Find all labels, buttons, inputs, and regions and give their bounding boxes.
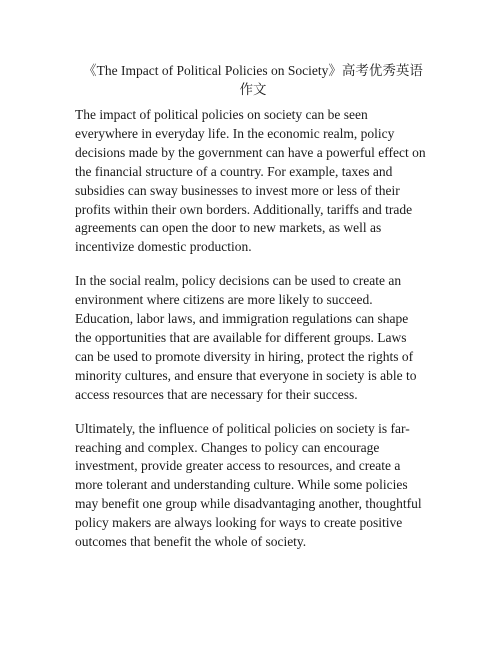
- paragraph-conclusion: Ultimately, the influence of political policies on society is far-reaching and complex. Changes to policy can encourage investment, provide greater access to resources, and create a more tolerant and understanding culture. While some policies may benefit one group while disadvantaging another, thoughtful policy makers are always looking for ways to create positive outcomes that benefit the whole of society.: [75, 420, 422, 550]
- document-body: [75, 106, 427, 567]
- paragraph-social: In the social realm, policy decisions can be used to create an environment where citizens are more likely to succeed. Education, labor laws, and immigration regulations can shape the opportunities that are available for different groups. Laws can be used to promote diversity in hiring, protect the rights of minority cultures, and ensure that everyone in society is able to access resources that are necessary for their success.: [75, 273, 417, 402]
- paragraph-economic: The impact of political policies on society can be seen everywhere in everyday life. In the economic realm, policy decisions made by the government can have a powerful effect on the financial structure of a country. For example, taxes and subsidies can sway businesses to invest more or less of their profits within their own borders. Additionally, tariffs and trade agreements can open the door to new markets, as well as incentivize domestic production.: [75, 107, 426, 255]
- document-title: 《The Impact of Political Policies on Society》高考优秀英语作文: [83, 63, 423, 97]
